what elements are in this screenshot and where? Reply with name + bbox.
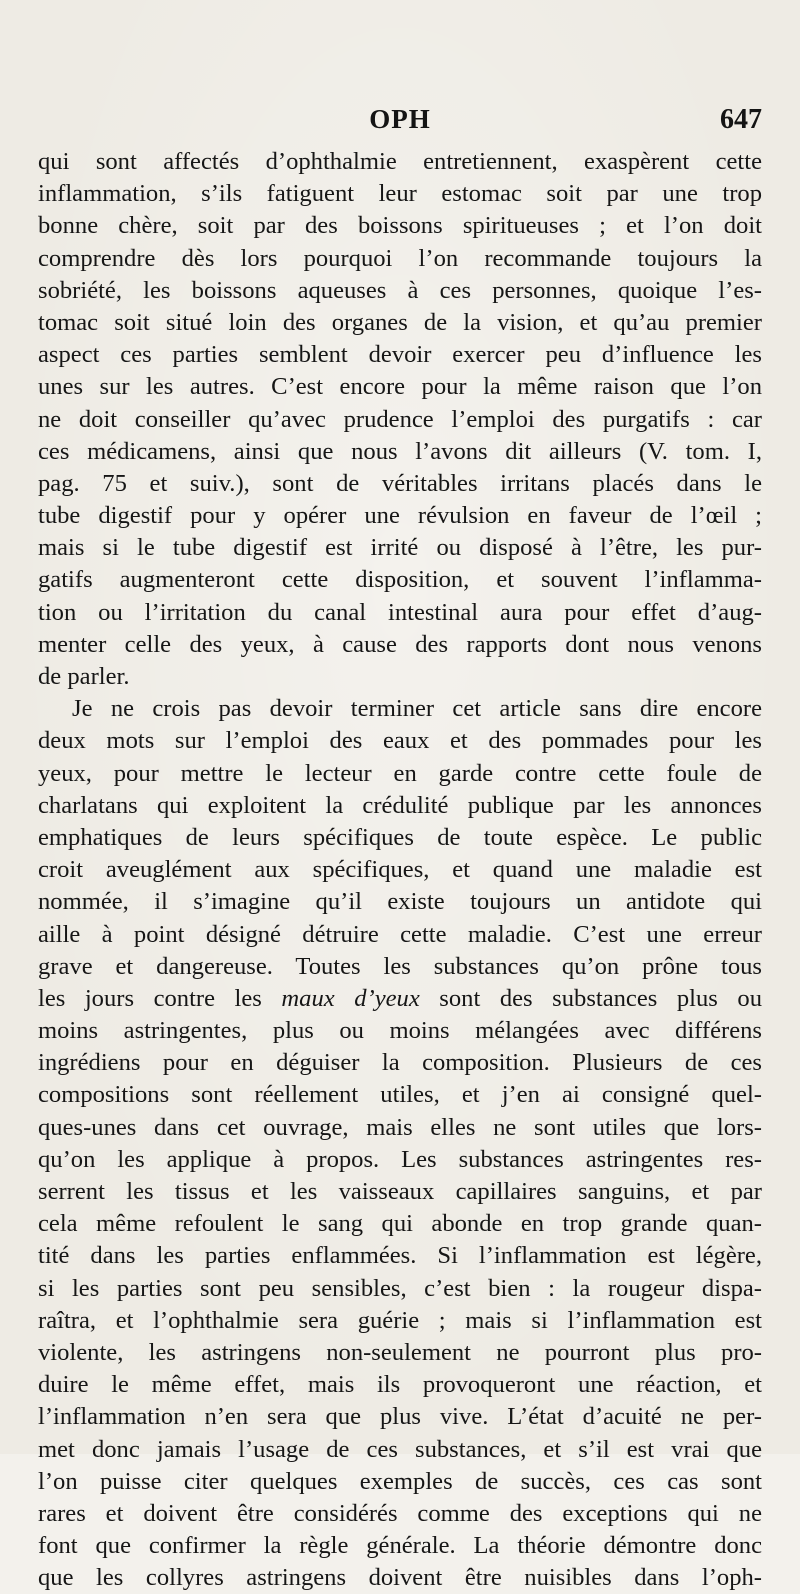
- text-line: si les parties sont peu sensibles, c’est bien : la rougeur dispa-: [38, 1274, 762, 1302]
- text-line: comprendre dès lors pourquoi l’on recommande toujours la: [38, 244, 762, 272]
- text-line: serrent les tissus et les vaisseaux capillaires sanguins, et par: [38, 1178, 762, 1205]
- text-line: yeux, pour mettre le lecteur en garde contre cette foule de: [38, 759, 762, 787]
- text-line: qu’on les applique à propos. Les substances astringentes res-: [38, 1145, 762, 1173]
- text-line: ques-unes dans cet ouvrage, mais elles ne sont utiles que lors-: [38, 1113, 762, 1141]
- text-line: rares et doivent être considérés comme des exceptions qui ne: [38, 1499, 762, 1527]
- text-line: cela même refoulent le sang qui abonde en trop grande quan-: [38, 1210, 762, 1238]
- text-line: gatifs augmenteront cette disposition, et souvent l’inflamma-: [38, 566, 762, 594]
- text-line: croit aveuglément aux spécifiques, et quand une maladie est: [38, 856, 762, 884]
- text-line: moins astringentes, plus ou moins mélangées avec différens: [38, 1017, 762, 1045]
- text-line: de parler.: [38, 663, 130, 690]
- body-text: [38, 146, 762, 1594]
- text-line: qui sont affectés d’ophthalmie entretiennent, exaspèrent cette: [38, 148, 762, 175]
- italic-phrase: maux d’yeux: [281, 984, 420, 1012]
- text-line: deux mots sur l’emploi des eaux et des pommades pour les: [38, 727, 762, 755]
- text-line: aspect ces parties semblent devoir exercer peu d’influence les: [38, 341, 762, 369]
- text-line: l’inflammation n’en sera que plus vive. L’état d’acuité ne per-: [38, 1403, 762, 1431]
- text-line: met donc jamais l’usage de ces substances, et s’il est vrai que: [38, 1435, 762, 1463]
- text-line: tube digestif pour y opérer une révulsion en faveur de l’œil ;: [38, 502, 762, 530]
- text-line: aille à point désigné détruire cette maladie. C’est une erreur: [38, 920, 762, 948]
- text-line: pag. 75 et suiv.), sont de véritables irritans placés dans le: [38, 469, 762, 497]
- text-line: mais si le tube digestif est irrité ou disposé à l’être, les pur-: [38, 534, 762, 562]
- text-line: compositions sont réellement utiles, et j’en ai consigné quel-: [38, 1081, 762, 1109]
- text-line: charlatans qui exploitent la crédulité publique par les annonces: [38, 791, 762, 819]
- text-line: que les collyres astringens doivent être nuisibles dans l’oph-: [38, 1564, 762, 1592]
- text-line: menter celle des yeux, à cause des rapports dont nous venons: [38, 630, 762, 658]
- page-header: [38, 104, 762, 144]
- text-line: ces médicamens, ainsi que nous l’avons dit ailleurs (V. tom. I,: [38, 437, 762, 465]
- text-line: raîtra, et l’ophthalmie sera guérie ; mais si l’inflammation est: [38, 1306, 762, 1334]
- paragraph-eye-remedies: [38, 693, 762, 1594]
- text-line: les jours contre les maux d’yeux sont des substances plus ou: [38, 984, 762, 1012]
- text-line: ingrédiens pour en déguiser la composition. Plusieurs de ces: [38, 1049, 762, 1077]
- text-line: Je ne crois pas devoir terminer cet article sans dire encore: [72, 695, 762, 723]
- text-line: tomac soit situé loin des organes de la vision, et qu’au premier: [38, 308, 762, 336]
- text-line: grave et dangereuse. Toutes les substances qu’on prône tous: [38, 952, 762, 980]
- text-line: l’on puisse citer quelques exemples de succès, ces cas sont: [38, 1467, 762, 1495]
- text-line: tité dans les parties enflammées. Si l’inflammation est légère,: [38, 1242, 762, 1270]
- text-line: font que confirmer la règle générale. La théorie démontre donc: [38, 1532, 762, 1560]
- text-line: duire le même effet, mais ils provoqueront une réaction, et: [38, 1371, 762, 1399]
- text-line: inflammation, s’ils fatiguent leur estomac soit par une trop: [38, 180, 762, 208]
- text-line: violente, les astringens non-seulement ne pourront plus pro-: [38, 1338, 762, 1366]
- paragraph-ophthalmia-diet: [38, 146, 762, 693]
- page-number: 647: [720, 104, 762, 135]
- text-line: ne doit conseiller qu’avec prudence l’emploi des purgatifs : car: [38, 405, 762, 433]
- text-line: bonne chère, soit par des boissons spiritueuses ; et l’on doit: [38, 212, 762, 240]
- text-line: tion ou l’irritation du canal intestinal aura pour effet d’aug-: [38, 598, 762, 626]
- text-line: emphatiques de leurs spécifiques de toute espèce. Le public: [38, 823, 762, 851]
- running-head: OPH: [369, 104, 431, 134]
- text-line: unes sur les autres. C’est encore pour la même raison que l’on: [38, 373, 762, 401]
- text-line: nommée, il s’imagine qu’il existe toujours un antidote qui: [38, 888, 762, 916]
- text-line: sobriété, les boissons aqueuses à ces personnes, quoique l’es-: [38, 276, 762, 304]
